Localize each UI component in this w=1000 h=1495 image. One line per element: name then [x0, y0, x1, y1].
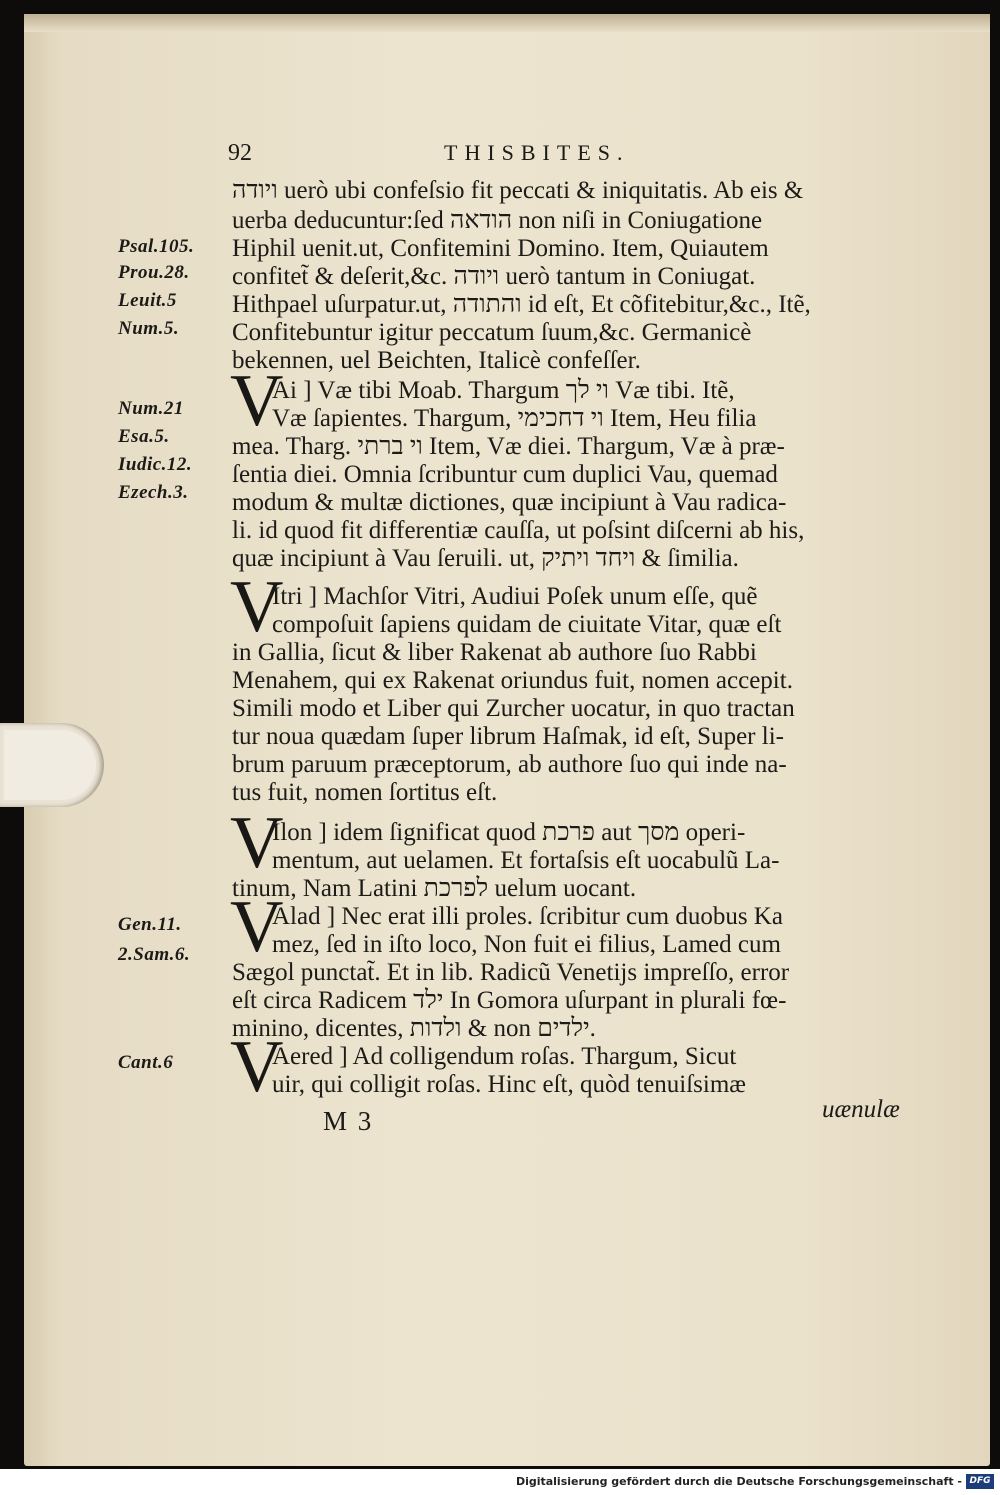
text-line: brum paruum præceptorum, ab authore ſuo qui inde na- — [232, 751, 787, 778]
text-line: in Gallia, ſicut & liber Rakenat ab authore ſuo Rabbi — [232, 639, 757, 666]
page-clip-tab-inner — [4, 730, 96, 800]
margin-note: 2.Sam.6. — [118, 944, 191, 965]
text-line: mez, ſed in iſto loco, Non fuit ei filius, Lamed cum — [272, 931, 781, 958]
margin-note: Num.21 — [118, 398, 184, 419]
text-line: Alad ] Nec erat illi proles. ſcribitur cum duobus Ka — [272, 903, 783, 930]
margin-note: Gen.11. — [118, 914, 182, 935]
drop-capital: V — [230, 886, 284, 968]
text-line: Aered ] Ad colligendum roſas. Thargum, Sicut — [272, 1043, 737, 1070]
margin-note: Num.5. — [118, 318, 180, 339]
text-line: mentum, aut uelamen. Et fortaſsis eſt uocabulũ La- — [272, 847, 780, 874]
text-line: modum & multæ dictiones, quæ incipiunt à Vau radica- — [232, 489, 787, 516]
running-title: THISBITES. — [444, 140, 630, 165]
running-head — [228, 140, 868, 170]
text-line: Væ ſapientes. Thargum, וי דחכימי Item, Heu filia — [272, 405, 757, 432]
margin-note: Ezech.3. — [118, 482, 189, 503]
drop-capital: V — [230, 566, 284, 648]
text-line: Hithpael uſurpatur.ut, והתודה id eſt, Et cõfitebitur,&c., Itẽ, — [232, 291, 811, 318]
text-line: confitet̃ & deſerit,&c. ויודה uerò tantum in Coniugat. — [232, 263, 756, 290]
text-line: Ai ] Væ tibi Moab. Thargum וי לך Væ tibi. Itẽ, — [272, 377, 735, 404]
text-line: Hiphil uenit.ut, Confitemini Domino. Item, Quiautem — [232, 235, 769, 262]
dfg-logo-icon: DFG — [966, 1474, 994, 1489]
margin-note: Esa.5. — [118, 426, 170, 447]
margin-note: Leuit.5 — [118, 290, 177, 311]
text-line: Confitebuntur igitur peccatum ſuum,&c. Germanicè — [232, 319, 752, 346]
text-line: tus fuit, nomen ſortitus eſt. — [232, 779, 498, 806]
digitization-footer — [0, 1469, 1000, 1495]
text-line: tur noua quædam ſuper librum Haſmak, id eſt, Super li- — [232, 723, 784, 750]
text-line: Sægol punctat̃. Et in lib. Radicũ Venetijs impreſſo, error — [232, 959, 790, 986]
text-line: minino, dicentes, ולדות & non ילדים. — [232, 1015, 596, 1042]
margin-note: Cant.6 — [118, 1052, 174, 1073]
margin-note: Psal.105. — [118, 236, 195, 257]
text-line: tinum, Nam Latini לפרכת uelum uocant. — [232, 875, 637, 902]
text-line: mea. Tharg. וי ברתי Item, Væ diei. Thargum, Væ à præ- — [232, 433, 785, 460]
funding-notice: Digitalisierung gefördert durch die Deutsche Forschungsgemeinschaft - — [515, 1475, 962, 1488]
text-line: Ilon ] idem ſignificat quod פרכת aut מסך operi- — [272, 819, 746, 846]
text-line: compoſuit ſapiens quidam de ciuitate Vitar, quæ eſt — [272, 611, 782, 638]
drop-capital: V — [230, 802, 284, 884]
text-line: uir, qui colligit roſas. Hinc eſt, quòd tenuiſsimæ — [272, 1071, 746, 1098]
text-line: uerba deducuntur:ſed הודאה non niſi in Coniugatione — [232, 207, 763, 234]
drop-capital: V — [230, 1026, 284, 1108]
signature-mark: M 3 — [323, 1106, 374, 1136]
catchword: uænulæ — [822, 1096, 900, 1123]
page-edge — [24, 14, 990, 32]
drop-capital: V — [230, 360, 284, 442]
text-line: eſt circa Radicem ילד In Gomora uſurpant in plurali fœ- — [232, 987, 787, 1014]
text-line: Simili modo et Liber qui Zurcher uocatur, in quo tractan — [232, 695, 795, 722]
margin-note: Iudic.12. — [118, 454, 193, 475]
text-line: Itri ] Machſor Vitri, Audiui Poſek unum eſſe, quẽ — [272, 583, 758, 610]
margin-note: Prou.28. — [118, 262, 190, 283]
text-line: ויודה uerò ubi confeſsio fit peccati & iniquitatis. Ab eis & — [232, 177, 804, 204]
text-line: bekennen, uel Beichten, Italicè confeſſer. — [232, 347, 641, 374]
page-number: 92 — [228, 140, 252, 166]
text-line: quæ incipiunt à Vau ſeruili. ut, ויחד ויתיק & ſimilia. — [232, 545, 739, 572]
text-line: ſentia diei. Omnia ſcribuntur cum duplici Vau, quemad — [232, 461, 778, 488]
text-line: Menahem, qui ex Rakenat oriundus fuit, nomen accepit. — [232, 667, 793, 694]
text-line: li. id quod fit differentiæ cauſſa, ut poſsint diſcerni ab his, — [232, 517, 805, 544]
